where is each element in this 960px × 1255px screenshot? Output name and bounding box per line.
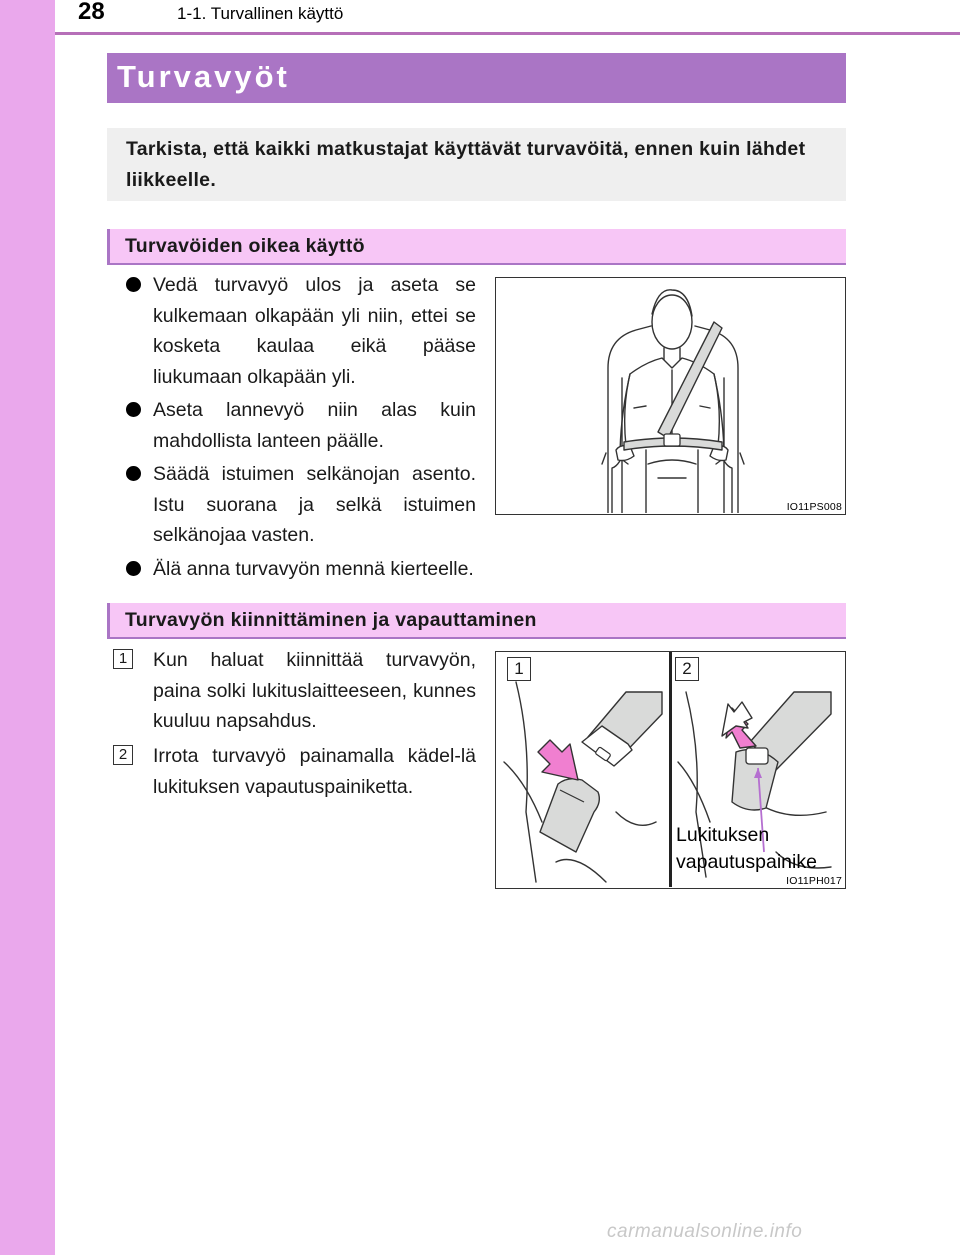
panel-divider bbox=[669, 652, 672, 887]
step-text: Kun haluat kiinnittää turvavyön, paina solki lukituslaitteeseen, kunnes kuuluu napsahdus. bbox=[153, 649, 476, 732]
bullet-item bbox=[126, 459, 476, 551]
release-button-callout bbox=[676, 822, 817, 876]
seated-passenger-drawing bbox=[496, 278, 844, 513]
figure-code: IO11PH017 bbox=[786, 875, 842, 887]
watermark: carmanualsonline.info bbox=[607, 1221, 803, 1242]
bullet-item bbox=[126, 395, 476, 456]
bullet-text: Aseta lannevyö niin alas kuin mahdollista lanteen päälle. bbox=[153, 399, 476, 452]
page-number: 28 bbox=[78, 0, 105, 25]
callout-line: vapautuspainike bbox=[676, 851, 817, 873]
bullet-text: Vedä turvavyö ulos ja aseta se kulkemaan olkapään yli niin, ettei se kosketa kaulaa eikä pääse liukumaan olkapään yli. bbox=[153, 274, 476, 388]
subheading-correct-use: Turvavöiden oikea käyttö bbox=[107, 229, 846, 265]
buckle-illustration bbox=[495, 651, 846, 889]
panel-number: 1 bbox=[507, 657, 531, 681]
step-item bbox=[113, 645, 476, 737]
seated-passenger-illustration bbox=[495, 277, 846, 515]
bullet-item bbox=[126, 270, 476, 392]
figure-code: IO11PS008 bbox=[786, 501, 842, 513]
bullet-text: Säädä istuimen selkänojan asento. Istu suorana ja selkä istuimen selkänojaa vasten. bbox=[153, 463, 476, 546]
step-text: Irrota turvavyö painamalla kädel-lä lukituksen vapautuspainiketta. bbox=[153, 745, 476, 798]
section-title: Turvavyöt bbox=[107, 53, 846, 103]
panel-number: 2 bbox=[675, 657, 699, 681]
subheading-fasten-release: Turvavyön kiinnittäminen ja vapauttaminen bbox=[107, 603, 846, 639]
bullet-dot bbox=[126, 402, 141, 417]
sidebar-tab bbox=[0, 0, 55, 1255]
running-head: 1-1. Turvallinen käyttö bbox=[177, 4, 344, 23]
bullet-dot bbox=[126, 277, 141, 292]
callout-line: Lukituksen bbox=[676, 824, 770, 846]
step-number: 2 bbox=[113, 745, 133, 765]
bullet-dot bbox=[126, 466, 141, 481]
step-item bbox=[113, 741, 476, 802]
bullet-text: Älä anna turvavyön mennä kierteelle. bbox=[153, 558, 474, 580]
intro-box: Tarkista, että kaikki matkustajat käyttävät turvavöitä, ennen kuin lähdet liikkeelle. bbox=[107, 128, 846, 201]
bullet-item bbox=[126, 554, 626, 585]
bullet-dot bbox=[126, 561, 141, 576]
header-rule bbox=[55, 32, 960, 35]
step-number: 1 bbox=[113, 649, 133, 669]
